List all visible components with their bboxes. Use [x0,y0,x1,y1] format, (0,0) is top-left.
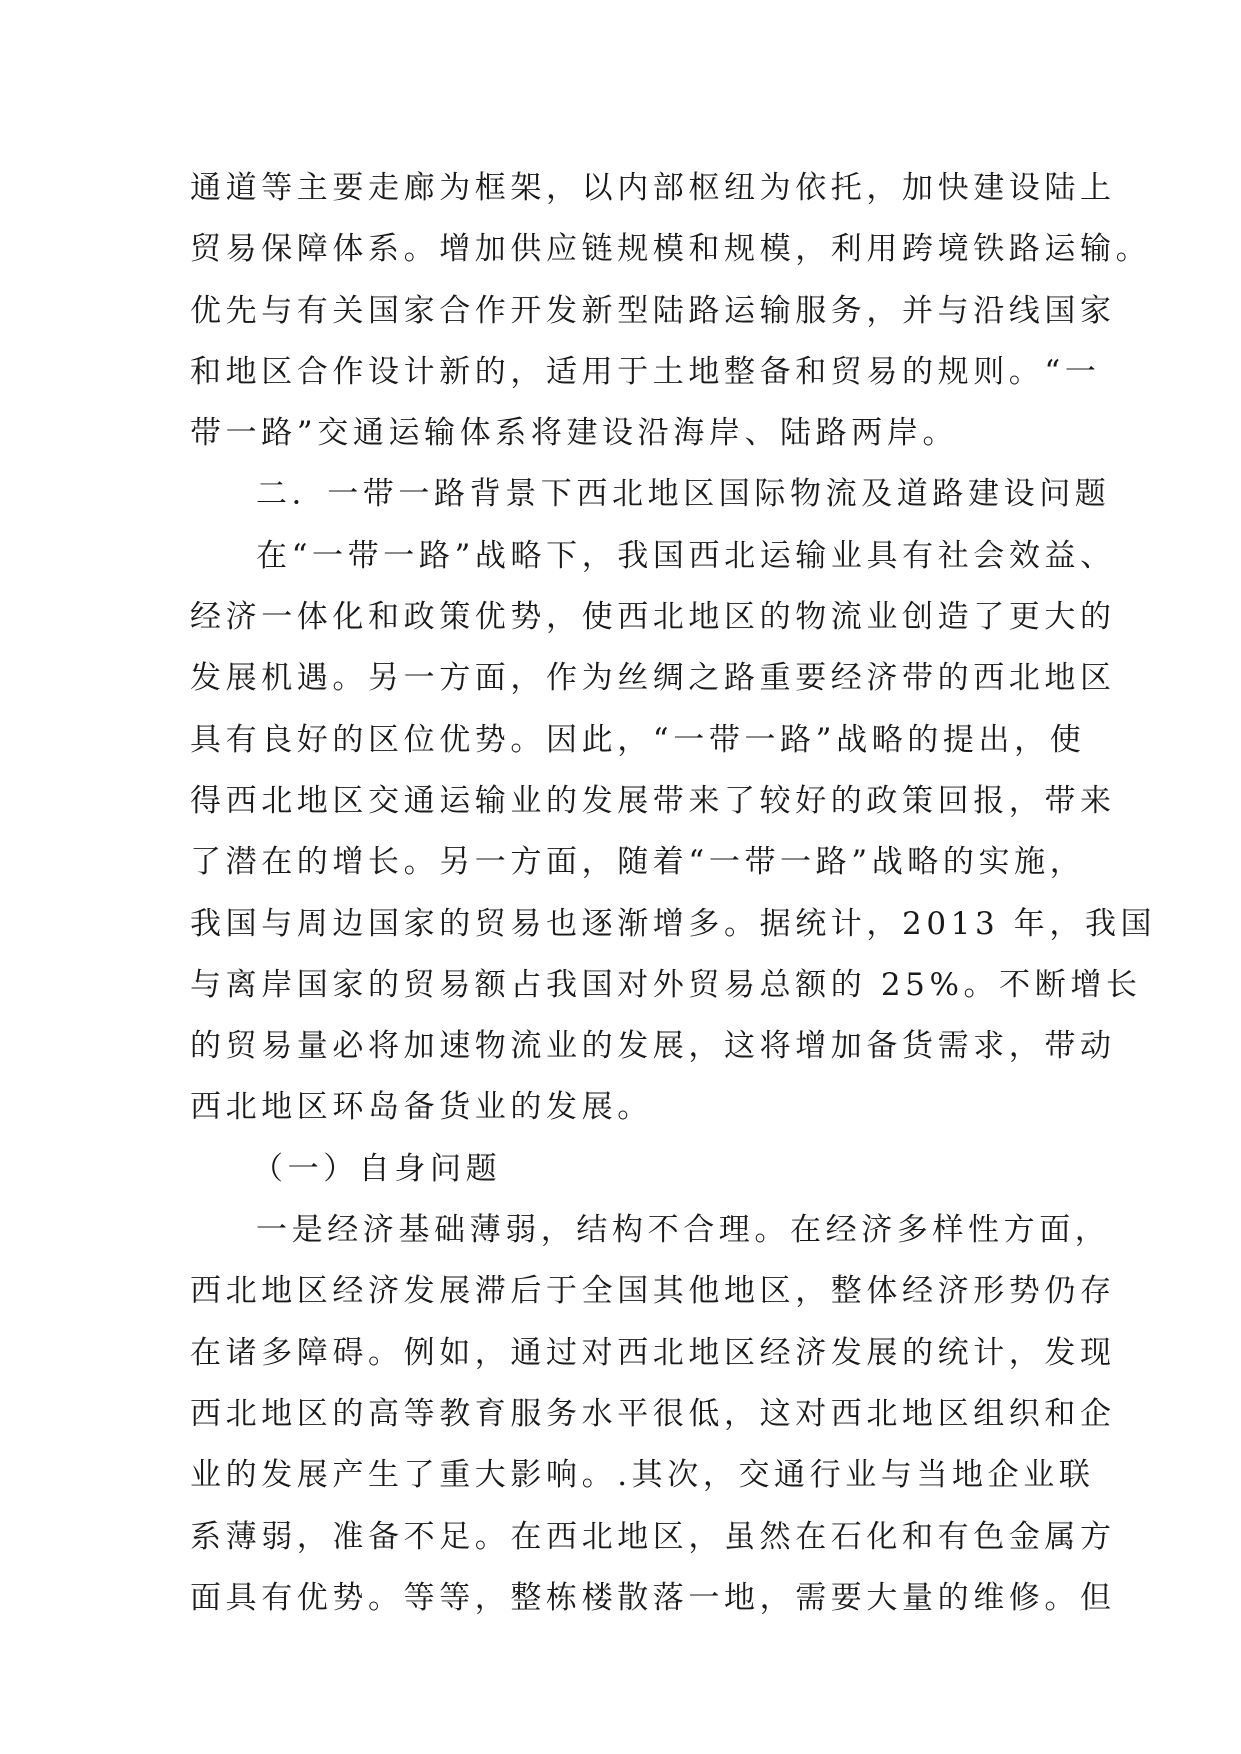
section-heading: 二．一带一路背景下西北地区国际物流及道路建设问题 [256,476,1111,513]
paragraph-line: 经济一体化和政策优势，使西北地区的物流业创造了更大的 [190,599,1116,636]
paragraph-line: 面具有优势。等等，整栋楼散落一地，需要大量的维修。但 [190,1579,1116,1616]
paragraph-line: 了潜在的增长。另一方面，随着“一带一路”战略的实施， [190,844,1086,881]
paragraph-line: 在诸多障碍。例如，通过对西北地区经济发展的统计，发现 [190,1334,1116,1371]
paragraph-line: 通道等主要走廊为框架，以内部枢纽为依托，加快建设陆上 [190,170,1116,206]
paragraph-line: 与离岸国家的贸易额占我国对外贸易总额的 25%。不断增长 [190,966,1142,1003]
paragraph-line: 系薄弱，准备不足。在西北地区，虽然在石化和有色金属方 [190,1518,1116,1555]
paragraph-line: 贸易保障体系。增加供应链规模和规模，利用跨境铁路运输。 [190,231,1152,268]
paragraph-line: 西北地区环岛备货业的发展。 [190,1089,653,1126]
paragraph-line: 得西北地区交通运输业的发展带来了较好的政策回报，带来 [190,782,1116,819]
paragraph-line: 一是经济基础薄弱，结构不合理。在经济多样性方面， [256,1212,1111,1249]
body-text [190,158,1157,1629]
paragraph-line: 在“一带一路”战略下，我国西北运输业具有社会效益、 [256,537,1116,574]
paragraph-line: 发展机遇。另一方面，作为丝绸之路重要经济带的西北地区 [190,660,1116,697]
paragraph-line: 具有良好的区位优势。因此，“一带一路”战略的提出，使 [190,721,1086,758]
paragraph-line: 我国与周边国家的贸易也逐渐增多。据统计，2013 年，我国 [190,905,1157,942]
paragraph-line: 和地区合作设计新的，适用于土地整备和贸易的规则。“一 [190,353,1101,390]
paragraph-line: 带一路”交通运输体系将建设沿海岸、陆路两岸。 [190,415,959,452]
paragraph-line: 的贸易量必将加速物流业的发展，这将增加备货需求，带动 [190,1028,1116,1065]
paragraph-line: 优先与有关国家合作开发新型陆路运输服务，并与沿线国家 [190,292,1116,329]
subsection-heading: （一）自身问题 [252,1150,502,1187]
paragraph-line: 西北地区经济发展滞后于全国其他地区，整体经济形势仍存 [190,1273,1116,1310]
paragraph-line: 西北地区的高等教育服务水平很低，这对西北地区组织和企 [190,1395,1116,1432]
paragraph-line: 业的发展产生了重大影响。.其次，交通行业与当地企业联 [190,1457,1095,1494]
